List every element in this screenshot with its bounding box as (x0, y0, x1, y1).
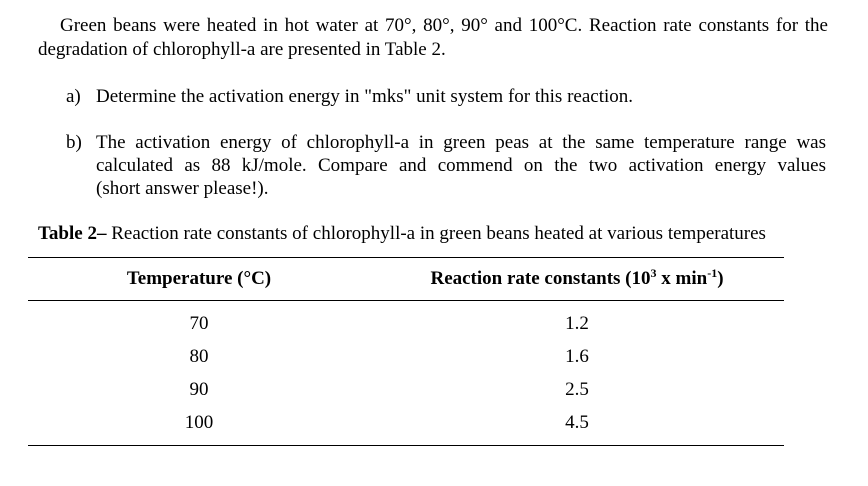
cell-temperature: 70 (189, 312, 209, 334)
table-header-row (28, 258, 784, 301)
cell-rate: 4.5 (565, 411, 589, 433)
question-b (66, 131, 826, 200)
table-caption-label: Table 2– (38, 223, 107, 244)
header-rate-exponent: 3 (650, 266, 657, 280)
question-b-text (96, 131, 826, 200)
cell-rate: 1.2 (565, 312, 589, 334)
table-row (28, 340, 784, 373)
rate-constants-table (28, 257, 784, 446)
cell-rate: 1.6 (565, 345, 589, 367)
cell-temperature: 90 (189, 378, 209, 400)
question-b-line-2: calculated as 88 kJ/mole. Compare and commend on the two activation energy values (96, 155, 826, 176)
cell-temperature: 80 (189, 345, 209, 367)
table-caption (38, 222, 766, 246)
table-row (28, 373, 784, 406)
question-a (66, 85, 826, 108)
header-rate-prefix: Reaction rate constants (10 (430, 268, 651, 289)
intro-paragraph: Green beans were heated in hot water at 70°, 80°, 90° and 100°C. Reaction rate constants for the degradation of chlorophyll-a are presented in Table 2. (38, 15, 828, 60)
cell-rate: 2.5 (565, 378, 589, 400)
header-temperature: Temperature (°C) (126, 268, 272, 289)
table-row (28, 406, 784, 446)
table-row (28, 301, 784, 341)
header-rate-suffix: ) (717, 268, 724, 289)
question-b-line-1: The activation energy of chlorophyll-a in green peas at the same temperature range was (96, 132, 826, 153)
header-rate-unit-exponent: -1 (707, 266, 718, 280)
question-b-line-3: (short answer please!). (96, 178, 269, 199)
question-a-text: Determine the activation energy in "mks" unit system for this reaction. (96, 86, 634, 107)
cell-temperature: 100 (184, 411, 214, 433)
header-rate-unit: x min (656, 268, 708, 289)
question-b-label: b) (66, 132, 82, 153)
table-caption-text: Reaction rate constants of chlorophyll-a in green beans heated at various temperatures (106, 223, 766, 244)
header-rate-constants (370, 258, 784, 301)
question-a-label: a) (66, 86, 81, 107)
